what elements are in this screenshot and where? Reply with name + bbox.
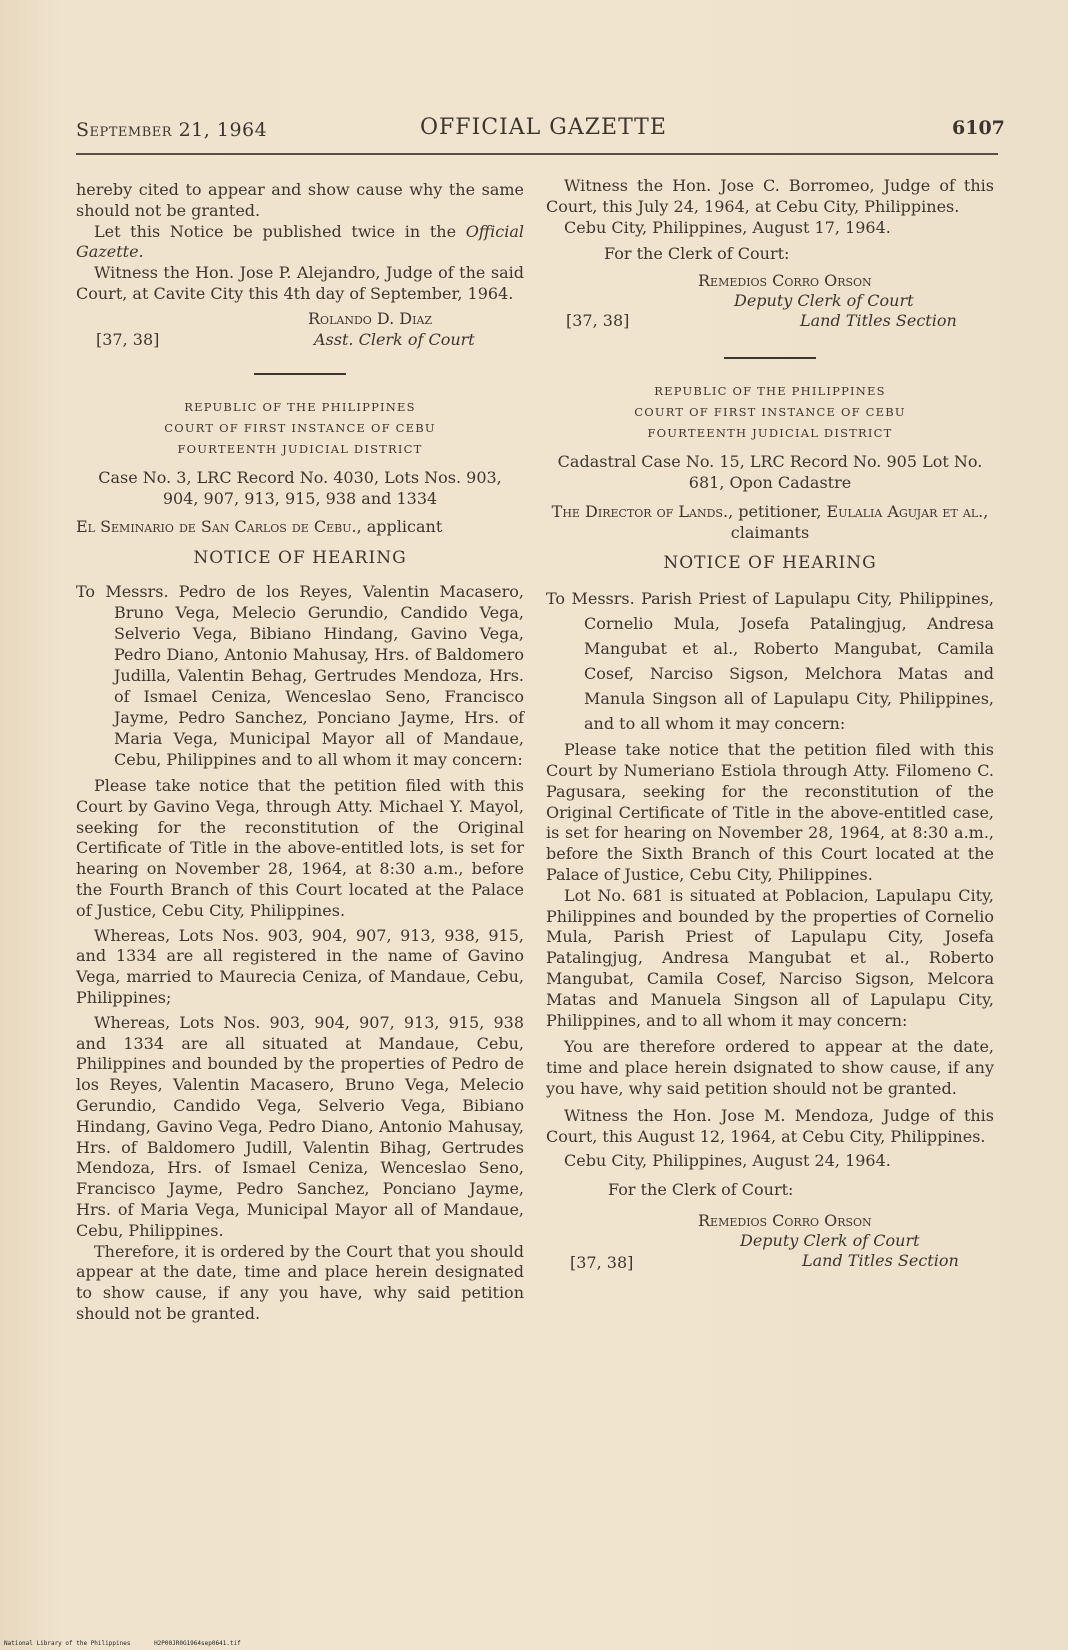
signatory-name: Rolando D. Diaz <box>308 308 433 328</box>
signatory-role: Deputy Clerk of Court <box>734 291 914 311</box>
notice-title: NOTICE OF HEARING <box>193 548 407 569</box>
paragraph: Please take notice that the petition filed with this Court by Gavino Vega, through Atty. Michael Y. Mayol, seeking for the reconstitution of the Original Certificate of Title in the above-entitled lots, is set for hearing on November 28, 1964, at 8:30 a.m., before the Fourth Branch of this Court located at the Palace of Justice, Cebu City, Philippines. <box>76 775 524 920</box>
signatory-name: Remedios Corro Orson <box>698 271 872 291</box>
header-rule <box>76 153 998 155</box>
court-heading: REPUBLIC OF THE PHILIPPINES <box>184 399 416 414</box>
page-number: 6107 <box>952 117 1005 139</box>
paragraph: Witness the Hon. Jose M. Mendoza, Judge of this Court, this August 12, 1964, at Cebu City, Philippines. <box>546 1105 994 1146</box>
paragraph: Cebu City, Philippines, August 17, 1964. <box>564 217 891 237</box>
case-caption: Cadastral Case No. 15, LRC Record No. 905 Lot No. 681, Opon Cadastre <box>557 452 983 492</box>
case-caption: Case No. 3, LRC Record No. 4030, Lots Nos. 903, 904, 907, 913, 915, 938 and 1334 <box>98 467 502 508</box>
signature-block <box>76 309 524 351</box>
paragraph: For the Clerk of Court: <box>604 244 790 264</box>
notice-title: NOTICE OF HEARING <box>663 553 877 574</box>
court-heading: FOURTEENTH JUDICIAL DISTRICT <box>177 441 423 456</box>
paragraph: Whereas, Lots Nos. 903, 904, 907, 913, 938, 915, and 1334 are all registered in the name of Gavino Vega, married to Maurecia Ceniza, of Mandaue, Cebu, Philippines; <box>76 925 524 1007</box>
header-title: OFFICIAL GAZETTE <box>420 115 667 140</box>
court-heading: COURT OF FIRST INSTANCE OF CEBU <box>634 405 906 420</box>
issue-reference: [37, 38] <box>566 311 630 331</box>
signatory-role: Asst. Clerk of Court <box>314 329 475 349</box>
paragraph: Let this Notice be published twice in the Official Gazette. <box>76 221 524 262</box>
court-heading: REPUBLIC OF THE PHILIPPINES <box>654 384 886 399</box>
parties-line: The Director of Lands., petitioner, Eulalia Agujar et al., claimants <box>551 501 989 542</box>
paragraph: Witness the Hon. Jose P. Alejandro, Judge of the said Court, at Cavite City this 4th day of September, 1964. <box>76 263 524 303</box>
right-column <box>546 176 994 1275</box>
signature-block <box>546 1211 994 1275</box>
header-date: September 21, 1964 <box>76 119 268 141</box>
paragraph: hereby cited to appear and show cause why the same should not be granted. <box>76 180 524 220</box>
signature-block <box>546 271 994 335</box>
file-name: H2P00JR0G1964sep0641.tif <box>154 1640 241 1647</box>
court-heading: COURT OF FIRST INSTANCE OF CEBU <box>164 420 436 435</box>
court-heading: FOURTEENTH JUDICIAL DISTRICT <box>647 426 893 441</box>
signatory-name: Remedios Corro Orson <box>698 1210 872 1230</box>
issue-reference: [37, 38] <box>96 329 160 349</box>
signatory-role: Deputy Clerk of Court <box>740 1230 920 1250</box>
signatory-section: Land Titles Section <box>800 311 957 331</box>
addressees: To Messrs. Parish Priest of Lapulapu City, Philippines, Cornelio Mula, Josefa Patalingjug, Andresa Mangubat et al., Roberto Mangubat, Camila Cosef, Narciso Sigson, Melchora Matas and Manula Singson all of Lapulapu City, Philippines, and to all whom it may concern: <box>546 589 994 734</box>
paragraph: Therefore, it is ordered by the Court that you should appear at the date, time and place herein designated to show cause, if any you have, why said petition should not be granted. <box>76 1241 524 1323</box>
addressees: To Messrs. Pedro de los Reyes, Valentin Macasero, Bruno Vega, Melecio Gerundio, Candido Vega, Selverio Vega, Bibiano Hindang, Gavino Vega, Pedro Diano, Antonio Mahusay, Hrs. of Baldomero Judilla, Valentin Behag, Gertrudes Mendoza, Hrs. of Ismael Ceniza, Wenceslao Seno, Francisco Jayme, Pedro Sanchez, Ponciano Jayme, Hrs. of Maria Vega, Municipal Mayor all of Mandaue, Cebu, Philippines and to all whom it may concern: <box>76 581 524 769</box>
paragraph: Whereas, Lots Nos. 903, 904, 907, 913, 915, 938 and 1334 are all situated at Mandaue, Cebu, Philippines and bounded by the properties of Pedro de los Reyes, Valentin Macasero, Bruno Vega, Melecio Gerundio, Candido Vega, Selverio Vega, Bibiano Hindang, Gavino Vega, Pedro Diano, Antonio Mahusay, Hrs. of Baldomero Judill, Valentin Bihag, Gertrudes Mendoza, Hrs. of Ismael Ceniza, Wenceslao Seno, Francisco Jayme, Pedro Sanchez, Ponciano Jayme, Hrs. of Maria Vega, Municipal Mayor all of Mandaue, Cebu, Philippines. <box>76 1012 524 1240</box>
paragraph: Witness the Hon. Jose C. Borromeo, Judge of this Court, this July 24, 1964, at Cebu City, Philippines. <box>546 176 994 216</box>
applicant-line: El Seminario de San Carlos de Cebu., applicant <box>76 517 443 537</box>
left-column <box>76 180 524 1325</box>
library-credit: National Library of the Philippines <box>4 1640 131 1647</box>
paragraph: You are therefore ordered to appear at the date, time and place herein dsignated to show cause, if any you have, why said petition should not be granted. <box>546 1037 994 1098</box>
paragraph: Please take notice that the petition filed with this Court by Numeriano Estiola through Atty. Filomeno C. Pagusara, seeking for the reconstitution of the Original Certificate of Title in the above-entitled case, is set for hearing on November 28, 1964, at 8:30 a.m., before the Sixth Branch of this Court located at the Palace of Justice, Cebu City, Philippines. <box>546 740 994 884</box>
scan-footer <box>4 1640 261 1647</box>
paragraph: Lot No. 681 is situated at Poblacion, Lapulapu City, Philippines and bounded by the properties of Cornelio Mula, Parish Priest of Lapulapu City, Josefa Patalingjug, Andresa Mangubat et al., Roberto Mangubat, Camila Cosef, Narciso Sigson, Melcora Matas and Manuela Singson all of Lapulapu City, Philippines, and to all whom it may concern: <box>546 885 994 1030</box>
paragraph: For the Clerk of Court: <box>608 1180 794 1200</box>
signatory-section: Land Titles Section <box>802 1250 959 1270</box>
issue-reference: [37, 38] <box>570 1252 634 1272</box>
paragraph: Cebu City, Philippines, August 24, 1964. <box>564 1151 891 1171</box>
